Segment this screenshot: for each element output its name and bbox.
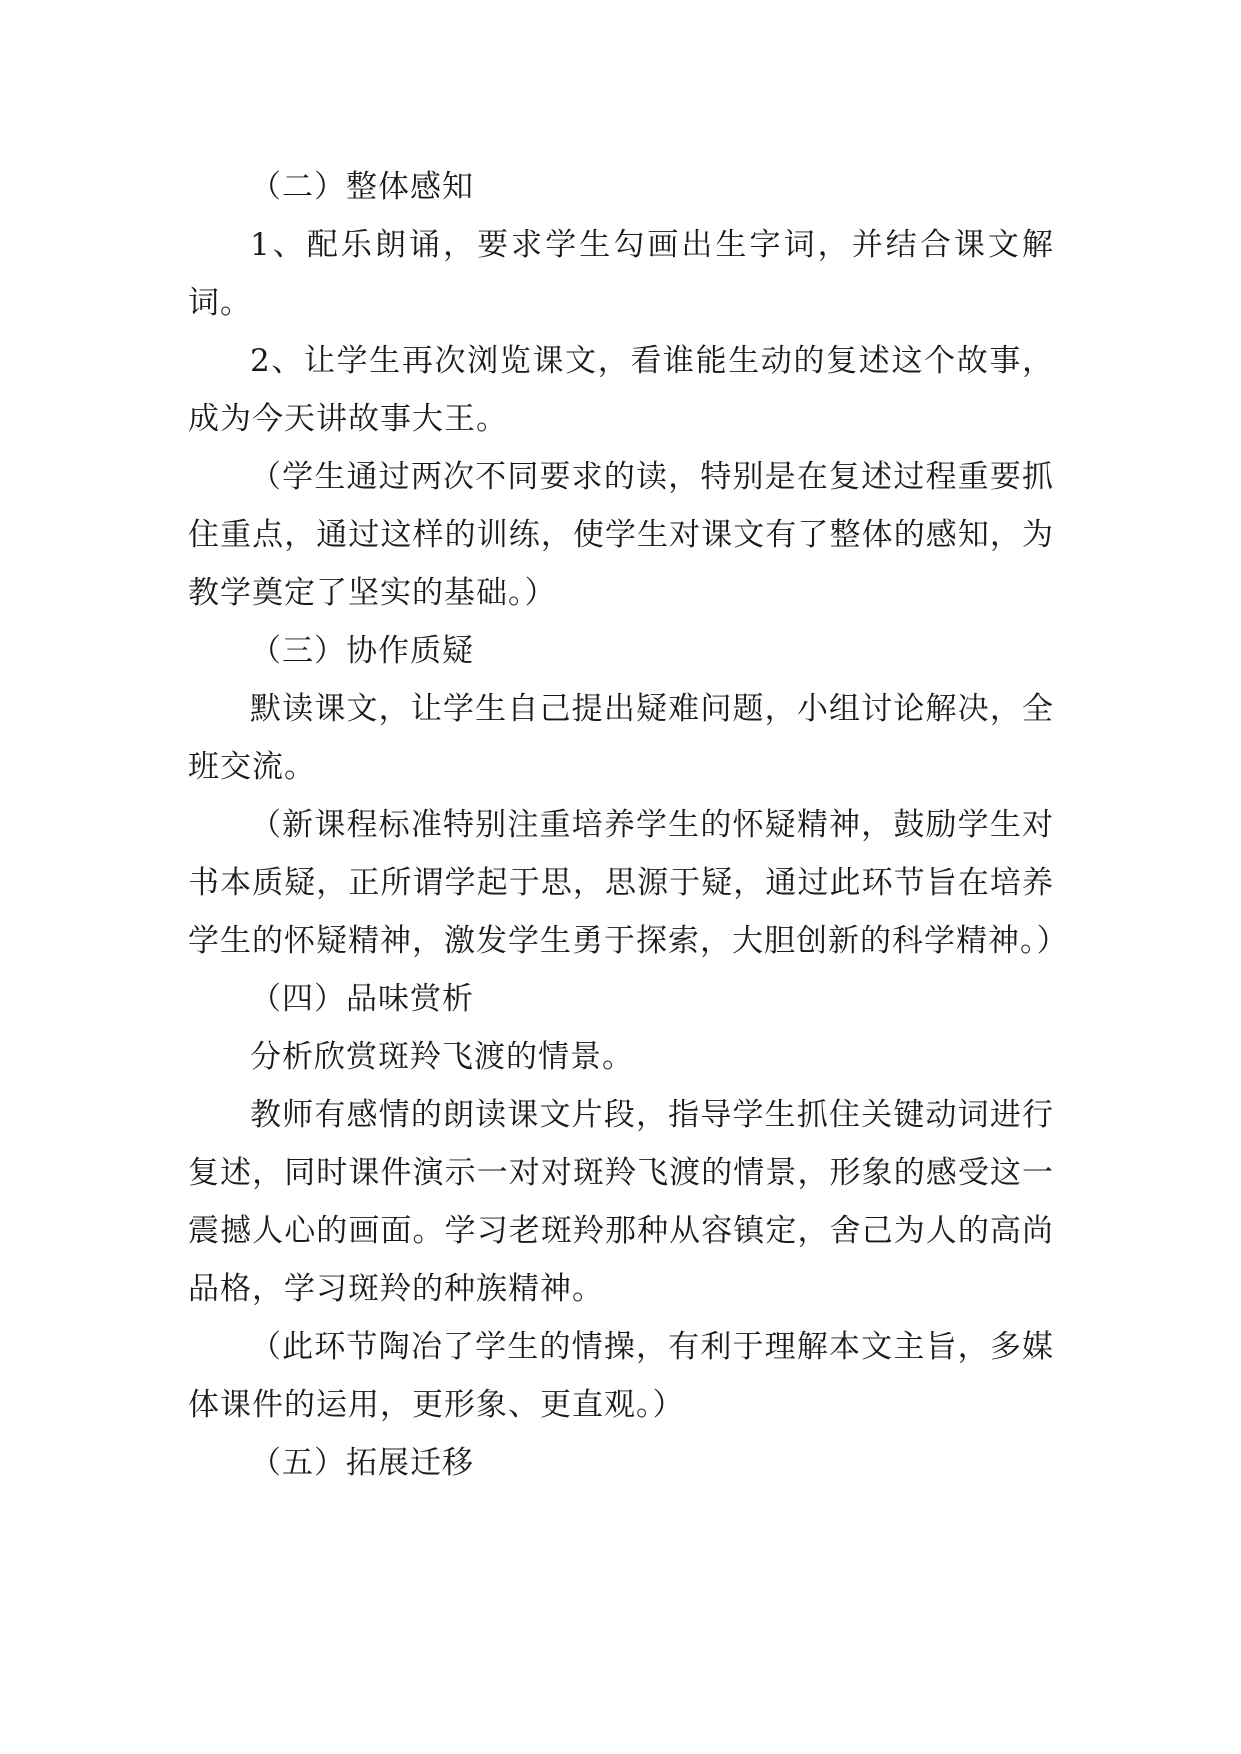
- section-heading-overall-perception: （二）整体感知: [250, 169, 474, 205]
- paragraph-step-2: 2、让学生再次浏览课文，看谁能生动的复述这个故事，成为今天讲故事大王。: [188, 343, 1054, 437]
- paragraph-note-3: （此环节陶冶了学生的情操，有利于理解本文主旨，多媒体课件的运用，更形象、更直观。）: [188, 1329, 1054, 1423]
- paragraph-silent-reading: 默读课文，让学生自己提出疑难问题，小组讨论解决，全班交流。: [188, 691, 1054, 785]
- section-heading-extension: （五）拓展迁移: [250, 1445, 474, 1481]
- paragraph-teacher-reading: 教师有感情的朗读课文片段，指导学生抓住关键动词进行复述，同时课件演示一对对斑羚飞渡的情景，形象的感受这一震撼人心的画面。学习老斑羚那种从容镇定，舍己为人的高尚品格，学习斑羚的种族精神。: [188, 1097, 1054, 1307]
- paragraph-step-1: 1、配乐朗诵，要求学生勾画出生字词，并结合课文解词。: [188, 227, 1054, 321]
- paragraph-analysis: 分析欣赏斑羚飞渡的情景。: [250, 1039, 634, 1075]
- section-heading-appreciation: （四）品味赏析: [250, 981, 474, 1017]
- paragraph-note-2: （新课程标准特别注重培养学生的怀疑精神，鼓励学生对书本质疑，正所谓学起于思，思源于疑，通过此环节旨在培养学生的怀疑精神，激发学生勇于探索，大胆创新的科学精神。）: [188, 807, 1069, 959]
- paragraph-note-1: （学生通过两次不同要求的读，特别是在复述过程重要抓住重点，通过这样的训练，使学生对课文有了整体的感知，为教学奠定了坚实的基础。）: [188, 459, 1054, 611]
- section-heading-collaborative-questioning: （三）协作质疑: [250, 633, 474, 669]
- document-body: [188, 158, 1069, 1492]
